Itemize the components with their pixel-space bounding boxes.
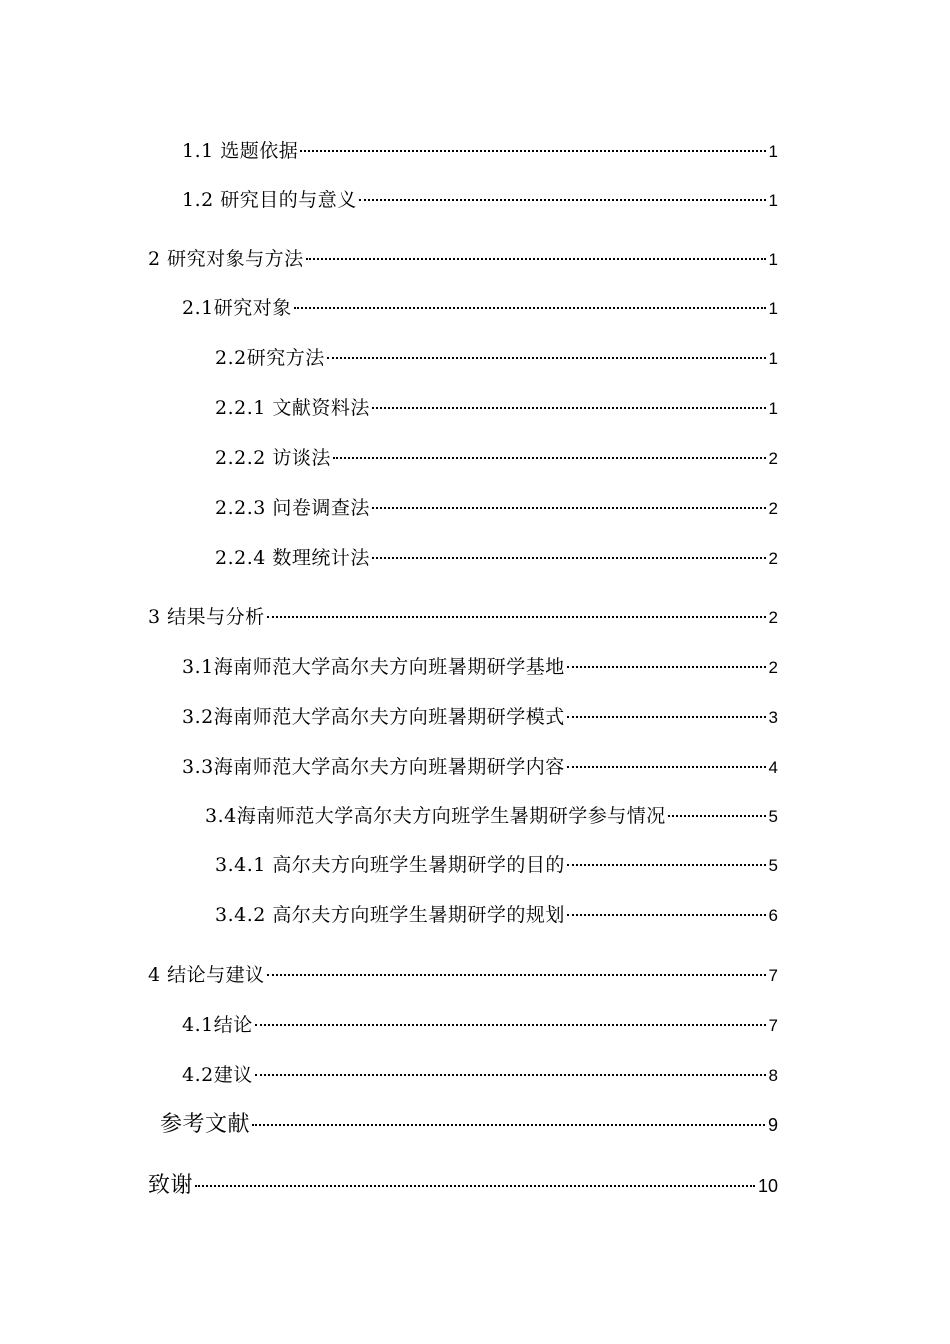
toc-entry-1-1[interactable] — [182, 136, 778, 166]
toc-page-number: 2 — [768, 549, 778, 568]
toc-page-number: 2 — [768, 499, 778, 518]
toc-page-number: 5 — [768, 807, 778, 826]
toc-page-number: 5 — [768, 856, 778, 875]
toc-page-number: 1 — [768, 349, 778, 368]
toc-page-number: 9 — [767, 1115, 778, 1135]
toc-entry-title: 3 结果与分析 — [148, 606, 265, 628]
toc-entry-2-2-1[interactable] — [215, 393, 778, 423]
toc-entry-title: 2.2.2 访谈法 — [215, 447, 331, 469]
toc-entry-2-2-3[interactable] — [215, 493, 778, 523]
toc-dot-leader — [267, 973, 766, 976]
toc-page-number: 4 — [768, 758, 778, 777]
toc-dot-leader — [372, 506, 766, 509]
toc-dot-leader — [567, 665, 766, 668]
toc-entry-3-3[interactable] — [182, 752, 778, 782]
toc-dot-leader — [255, 1073, 766, 1076]
toc-dot-leader — [195, 1184, 755, 1187]
toc-page-number: 1 — [768, 250, 778, 269]
toc-entry-title: 3.1海南师范大学高尔夫方向班暑期研学基地 — [182, 656, 565, 678]
toc-entry-3-4-1[interactable] — [215, 850, 778, 880]
toc-entry-title: 3.4.2 高尔夫方向班学生暑期研学的规划 — [215, 904, 565, 926]
toc-dot-leader — [306, 257, 766, 260]
toc-dot-leader — [294, 306, 766, 309]
toc-entry-3[interactable] — [148, 602, 778, 632]
toc-dot-leader — [372, 556, 766, 559]
toc-entry-title: 2.2.3 问卷调查法 — [215, 497, 370, 519]
toc-entry-title: 4.2建议 — [182, 1064, 253, 1086]
toc-entry-3-4-2[interactable] — [215, 900, 778, 930]
toc-page-number: 1 — [768, 299, 778, 318]
toc-entry-title: 1.1 选题依据 — [182, 140, 299, 162]
toc-dot-leader — [252, 1123, 765, 1126]
toc-entry-title: 4.1结论 — [182, 1014, 253, 1036]
toc-entry-2-1[interactable] — [182, 293, 778, 323]
toc-entry-title: 参考文献 — [160, 1112, 251, 1137]
toc-entry-4-2[interactable] — [182, 1060, 778, 1090]
toc-dot-leader — [300, 149, 765, 152]
toc-page-number: 2 — [768, 608, 778, 627]
toc-dot-leader — [567, 765, 766, 768]
toc-page-number: 8 — [768, 1066, 778, 1085]
toc-entry-title: 3.4海南师范大学高尔夫方向班学生暑期研学参与情况 — [205, 805, 666, 827]
toc-entry-title: 3.3海南师范大学高尔夫方向班暑期研学内容 — [182, 756, 565, 778]
toc-entry-title: 2.2.1 文献资料法 — [215, 397, 370, 419]
toc-dot-leader — [333, 456, 766, 459]
toc-entry-2[interactable] — [148, 244, 778, 274]
toc-page-number: 1 — [768, 142, 778, 161]
toc-entry-2-2-4[interactable] — [215, 543, 778, 573]
toc-entry-title: 致谢 — [148, 1173, 194, 1198]
toc-entry-1-2[interactable] — [182, 185, 778, 215]
toc-entry-references[interactable] — [160, 1108, 778, 1142]
toc-entry-2-2-2[interactable] — [215, 443, 778, 473]
toc-entry-title: 1.2 研究目的与意义 — [182, 189, 357, 211]
toc-entry-3-4[interactable] — [205, 801, 778, 831]
toc-entry-title: 3.2海南师范大学高尔夫方向班暑期研学模式 — [182, 706, 565, 728]
toc-dot-leader — [327, 356, 766, 359]
toc-page-number: 2 — [768, 658, 778, 677]
toc-entry-2-2[interactable] — [215, 343, 778, 373]
toc-entry-acknowledgements[interactable] — [148, 1169, 778, 1203]
toc-entry-title: 2.1研究对象 — [182, 297, 292, 319]
toc-page-number: 7 — [768, 1016, 778, 1035]
toc-page-number: 1 — [768, 399, 778, 418]
toc-dot-leader — [372, 406, 766, 409]
toc-dot-leader — [567, 913, 766, 916]
toc-dot-leader — [267, 615, 766, 618]
toc-entry-title: 3.4.1 高尔夫方向班学生暑期研学的目的 — [215, 854, 565, 876]
toc-page-number: 3 — [768, 708, 778, 727]
toc-page-number: 10 — [757, 1176, 778, 1196]
toc-entry-4[interactable] — [148, 960, 778, 990]
toc-page-number: 1 — [768, 191, 778, 210]
toc-page-number: 7 — [768, 966, 778, 985]
toc-dot-leader — [567, 863, 766, 866]
toc-dot-leader — [567, 715, 766, 718]
toc-entry-3-2[interactable] — [182, 702, 778, 732]
toc-dot-leader — [668, 814, 766, 817]
toc-page-number: 2 — [768, 449, 778, 468]
toc-entry-title: 2.2研究方法 — [215, 347, 325, 369]
toc-page-number: 6 — [768, 906, 778, 925]
toc-entry-title: 4 结论与建议 — [148, 964, 265, 986]
toc-dot-leader — [255, 1023, 766, 1026]
toc-dot-leader — [359, 198, 766, 201]
toc-entry-4-1[interactable] — [182, 1010, 778, 1040]
toc-entry-3-1[interactable] — [182, 652, 778, 682]
toc-entry-title: 2 研究对象与方法 — [148, 248, 304, 270]
toc-entry-title: 2.2.4 数理统计法 — [215, 547, 370, 569]
